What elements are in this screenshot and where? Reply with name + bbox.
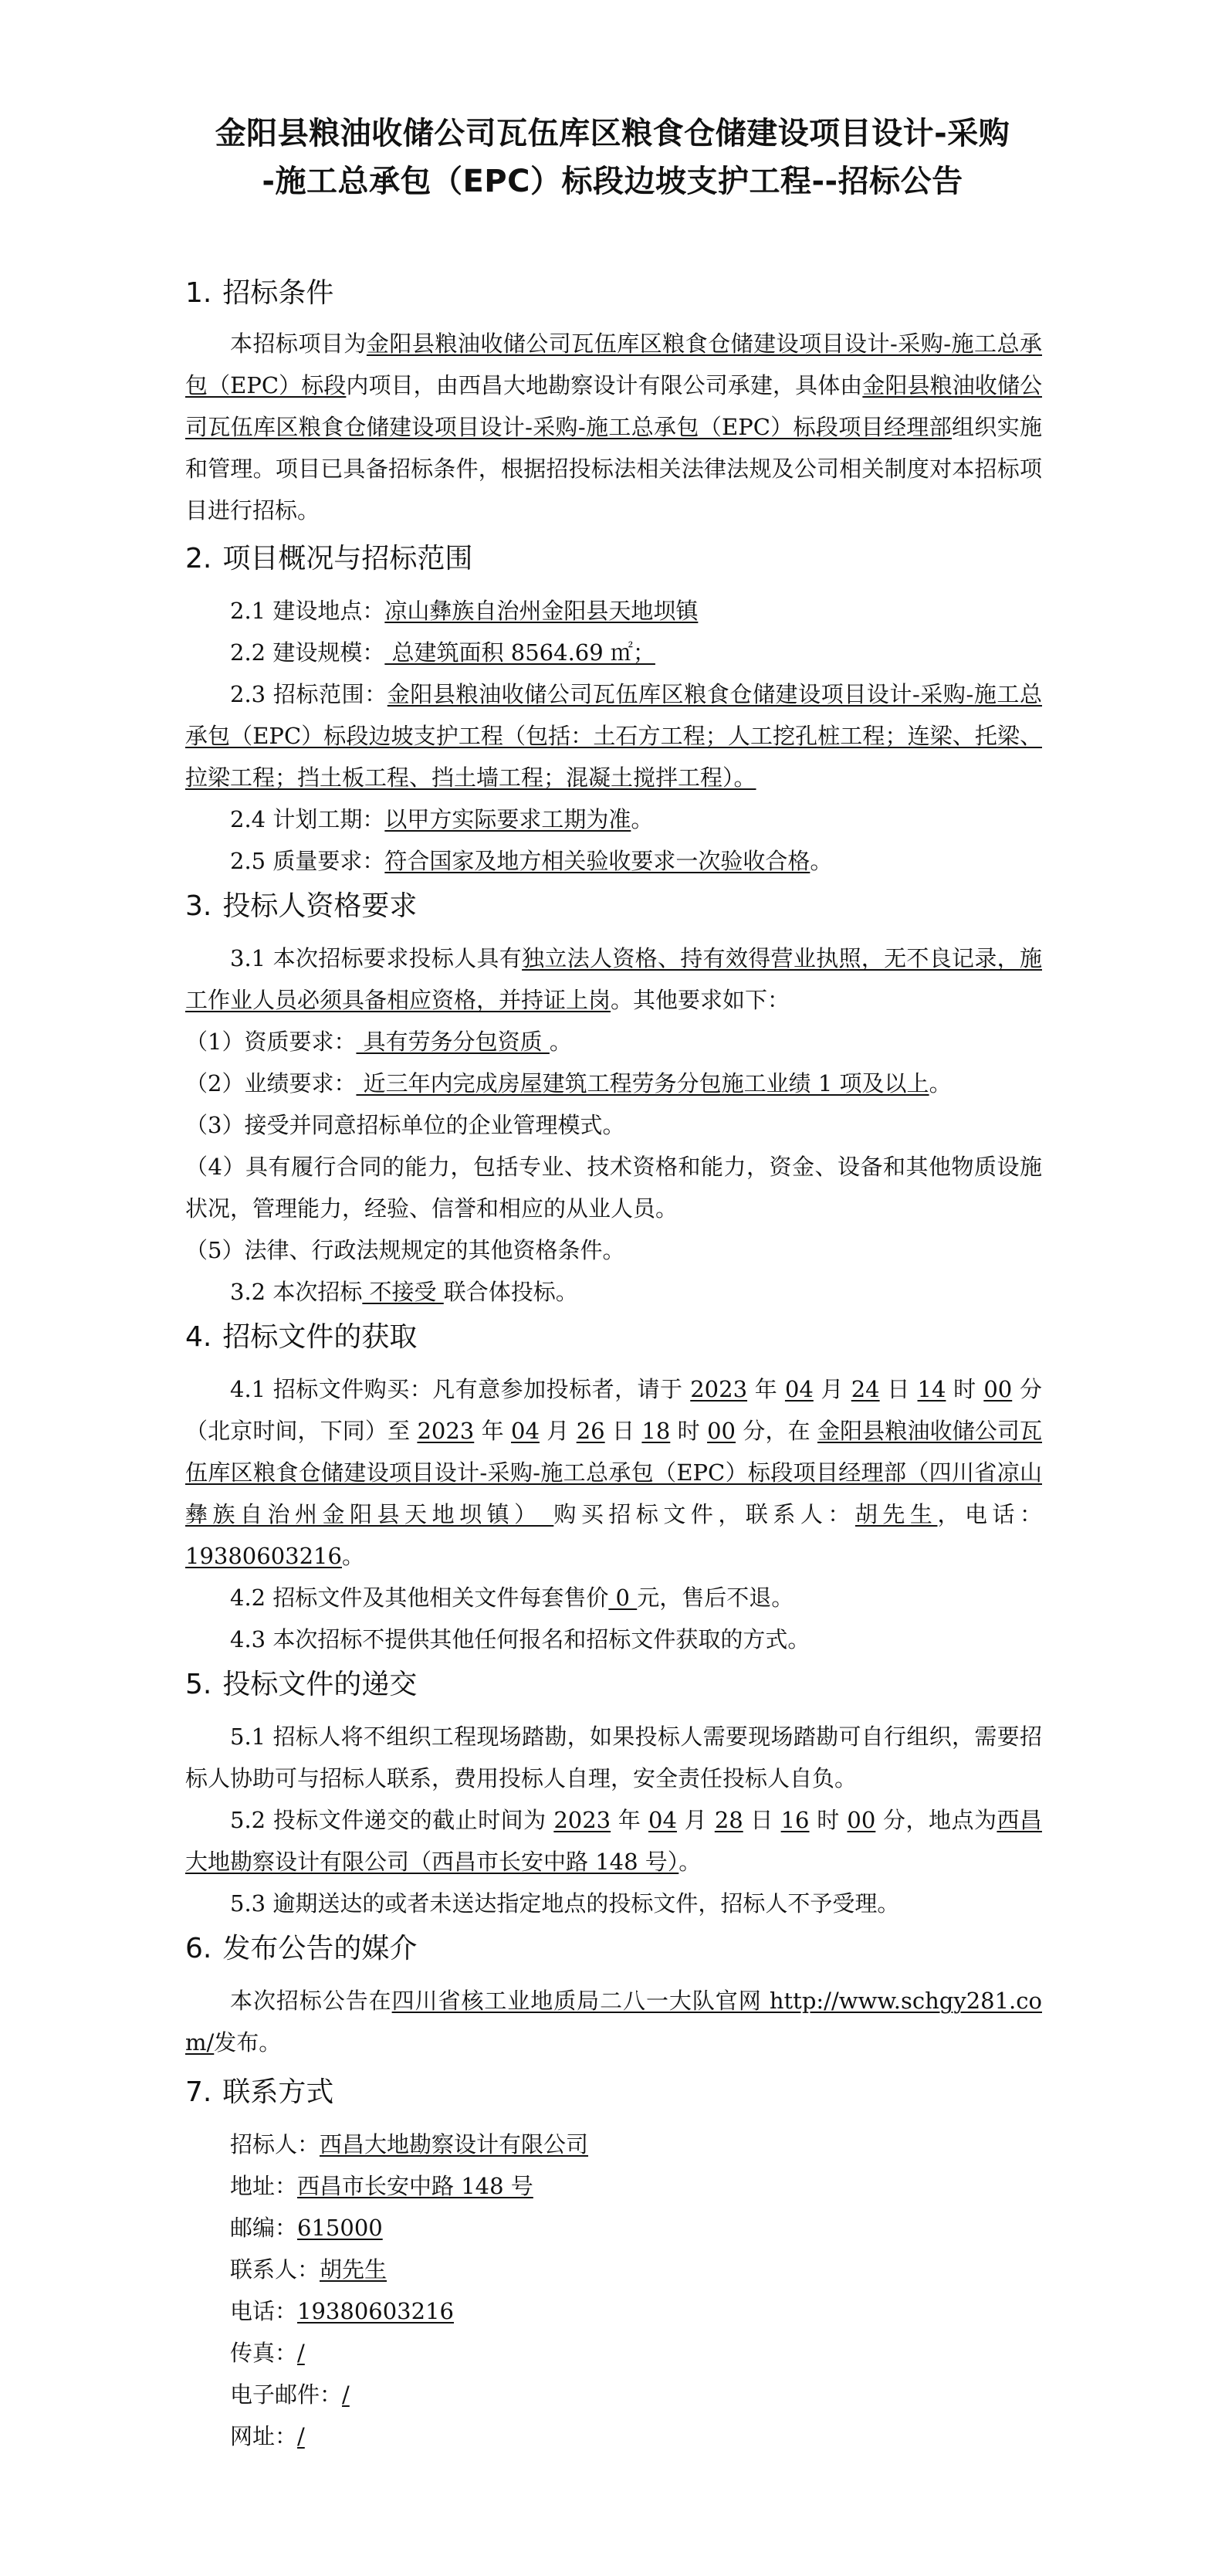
submission-location: 西昌大地勘察设计有限公司（西昌市长安中路 148 号） xyxy=(185,1807,1042,1875)
section-6-heading xyxy=(185,1930,417,1968)
title-line-2: -施工总承包（EPC）标段边坡支护工程--招标公告 xyxy=(262,164,963,199)
planned-duration: 以甲方实际要求工期为准 xyxy=(384,806,631,832)
contact-row-address: 地址：西昌市长安中路 148 号 xyxy=(230,2173,533,2199)
section-4-heading xyxy=(185,1319,417,1356)
item-2-4: 2.4 计划工期：以甲方实际要求工期为准。 xyxy=(230,806,654,832)
section-number: 3. xyxy=(185,890,212,922)
section-title: 发布公告的媒介 xyxy=(222,1933,418,1964)
title-line-1: 金阳县粮油收储公司瓦伍库区粮食仓储建设项目设计-采购 xyxy=(215,116,1010,151)
item-2-3: 2.3 招标范围：金阳县粮油收储公司瓦伍库区粮食仓储建设项目设计-采购-施工总承包（EPC）标段边坡支护工程（包括：土石方工程；人工挖孔桩工程；连梁、托梁、拉梁工程；挡土板工程、挡土墙工程；混凝土搅拌工程）。 xyxy=(185,681,1042,791)
section-3-heading xyxy=(185,888,417,925)
joint-bid-status: 不接受 xyxy=(362,1279,444,1305)
section-title: 投标文件的递交 xyxy=(222,1669,418,1700)
contact-row-phone: 电话：19380603216 xyxy=(230,2298,454,2324)
section-number: 2. xyxy=(185,543,212,575)
section-title: 项目概况与招标范围 xyxy=(222,543,473,575)
section-title: 联系方式 xyxy=(222,2076,334,2108)
requirement-3: （3）接受并同意招标单位的企业管理模式。 xyxy=(185,1112,625,1138)
contact-row-postcode: 邮编：615000 xyxy=(230,2215,383,2241)
requirement-5: （5）法律、行政法规规定的其他资格条件。 xyxy=(185,1237,625,1263)
construction-site: 凉山彝族自治州金阳县天地坝镇 xyxy=(384,598,699,624)
section-number: 5. xyxy=(185,1669,212,1700)
construction-scale: 总建筑面积 8564.69 ㎡； xyxy=(384,639,655,666)
section-5-heading xyxy=(185,1666,417,1703)
section-2-heading xyxy=(185,541,472,578)
performance-requirement: 近三年内完成房屋建筑工程劳务分包施工业绩 1 项及以上 xyxy=(356,1070,929,1096)
section-6-paragraph: 本次招标公告在四川省核工业地质局二八一大队官网 http://www.schgy281.com/发布。 xyxy=(185,1988,1042,2056)
document-price: 0 xyxy=(608,1585,638,1611)
section-number: 1. xyxy=(185,277,212,309)
contact-row-email: 电子邮件：/ xyxy=(230,2381,350,2408)
publication-media-link[interactable]: 四川省核工业地质局二八一大队官网 http://www.schgy281.com/ xyxy=(185,1988,1042,2056)
item-4-3: 4.3 本次招标不提供其他任何报名和招标文件获取的方式。 xyxy=(230,1626,810,1652)
document-title xyxy=(139,110,1086,205)
bidding-scope: 金阳县粮油收储公司瓦伍库区粮食仓储建设项目设计-采购-施工总承包（EPC）标段边坡支护工程（包括：土石方工程；人工挖孔桩工程；连梁、托梁、拉梁工程；挡土板工程、挡土墙工程；混凝土搅拌工程）。 xyxy=(185,681,1042,791)
section-title: 招标条件 xyxy=(222,277,334,309)
contact-row-person: 联系人：胡先生 xyxy=(230,2256,387,2283)
project-name-underlined: 金阳县粮油收储公司瓦伍库区粮食仓储建设项目设计-采购-施工总承包（EPC）标段 xyxy=(185,330,1042,398)
contact-phone: 19380603216 xyxy=(185,1543,342,1569)
requirement-4: （4）具有履行合同的能力，包括专业、技术资格和能力，资金、设备和其他物质设施状况，管理能力，经验、信誉和相应的从业人员。 xyxy=(185,1154,1042,1222)
item-5-1: 5.1 招标人将不组织工程现场踏勘，如果投标人需要现场踏勘可自行组织，需要招标人协助可与招标人联系，费用投标人自理，安全责任投标人自负。 xyxy=(185,1724,1042,1791)
section-number: 4. xyxy=(185,1321,212,1353)
project-department-underlined: 金阳县粮油收储公司瓦伍库区粮食仓储建设项目设计-采购-施工总承包（EPC）标段项目经理部 xyxy=(185,372,1042,440)
section-7-heading xyxy=(185,2074,333,2111)
item-5-3: 5.3 逾期送达的或者未送达指定地点的投标文件，招标人不予受理。 xyxy=(230,1890,900,1917)
section-number: 6. xyxy=(185,1933,212,1964)
requirement-2: （2）业绩要求： 近三年内完成房屋建筑工程劳务分包施工业绩 1 项及以上。 xyxy=(185,1070,952,1096)
contact-row-website: 网址：/ xyxy=(230,2423,305,2449)
item-2-2: 2.2 建设规模： 总建筑面积 8564.69 ㎡； xyxy=(230,639,655,666)
item-2-1: 2.1 建设地点：凉山彝族自治州金阳县天地坝镇 xyxy=(230,598,699,624)
item-3-1: 3.1 本次招标要求投标人具有独立法人资格、持有效得营业执照，无不良记录，施工作业人员必须具备相应资格，并持证上岗。其他要求如下： xyxy=(185,945,1042,1013)
section-1-paragraph: 本招标项目为金阳县粮油收储公司瓦伍库区粮食仓储建设项目设计-采购-施工总承包（EPC）标段内项目，由西昌大地勘察设计有限公司承建，具体由金阳县粮油收储公司瓦伍库区粮食仓储建设项目设计-采购-施工总承包（EPC）标段项目经理部组织实施和管理。项目已具备招标条件，根据招投标法相关法律法规及公司相关制度对本招标项目进行招标。 xyxy=(185,330,1042,524)
contact-person: 胡先生 xyxy=(854,1501,938,1527)
contact-row-fax: 传真：/ xyxy=(230,2340,305,2366)
item-3-2: 3.2 本次招标 不接受 联合体投标。 xyxy=(230,1279,578,1305)
purchase-location: 金阳县粮油收储公司瓦伍库区粮食仓储建设项目设计-采购-施工总承包（EPC）标段项目经理部（四川省凉山彝族自治州金阳县天地坝镇） xyxy=(185,1418,1043,1527)
item-4-2: 4.2 招标文件及其他相关文件每套售价 0 元，售后不退。 xyxy=(230,1585,794,1611)
item-4-1: 4.1 招标文件购买：凡有意参加投标者，请于 2023 年 04 月 24 日 14 时 00 分（北京时间，下同）至 2023 年 04 月 26 日 18 时 00 分，在 金阳县粮油收储公司瓦伍库区粮食仓储建设项目设计-采购-施工总承包（EPC）标段项目经理部（四川省凉山彝族自治州金阳县天地坝镇） 购买招标文件，联系人：胡先生，电话：19380603216。 xyxy=(185,1376,1043,1569)
contact-row-tenderer: 招标人：西昌大地勘察设计有限公司 xyxy=(230,2131,589,2157)
item-5-2: 5.2 投标文件递交的截止时间为 2023 年 04 月 28 日 16 时 00 分，地点为西昌大地勘察设计有限公司（西昌市长安中路 148 号）。 xyxy=(185,1807,1042,1875)
section-1-heading xyxy=(185,275,333,312)
section-title: 投标人资格要求 xyxy=(222,890,418,922)
quality-requirement: 符合国家及地方相关验收要求一次验收合格 xyxy=(384,848,810,874)
item-2-5: 2.5 质量要求：符合国家及地方相关验收要求一次验收合格。 xyxy=(230,848,833,874)
section-title: 招标文件的获取 xyxy=(222,1321,418,1353)
bidder-qualification: 独立法人资格、持有效得营业执照，无不良记录，施工作业人员必须具备相应资格，并持证上岗 xyxy=(185,945,1042,1013)
qualification-requirement: 具有劳务分包资质 xyxy=(356,1029,550,1055)
requirement-1: （1）资质要求： 具有劳务分包资质 。 xyxy=(185,1029,572,1055)
section-number: 7. xyxy=(185,2076,212,2108)
